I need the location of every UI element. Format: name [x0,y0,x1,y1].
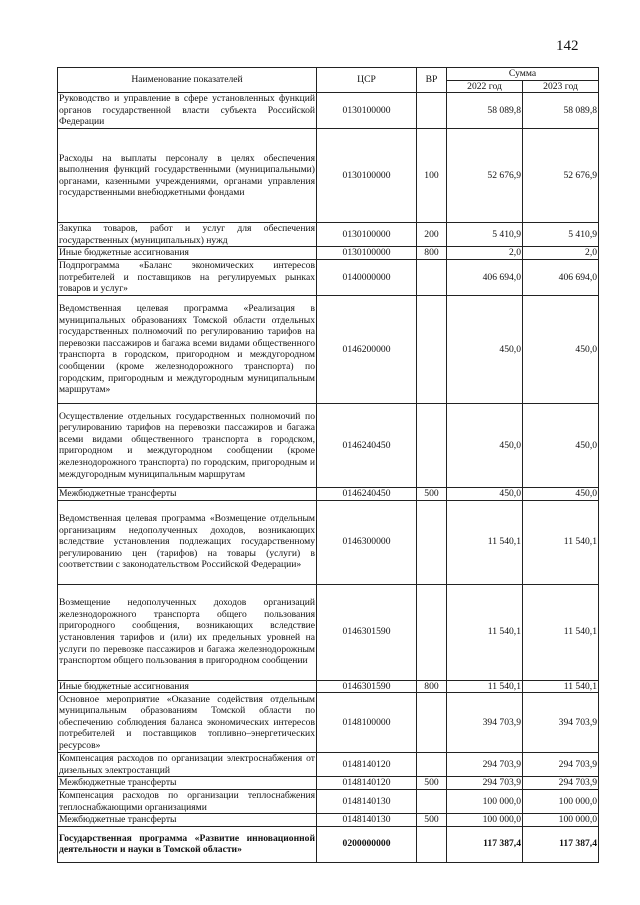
table-row [58,129,599,223]
row-csr: 0146301590 [317,680,417,693]
row-vr [417,826,447,862]
row-vr [417,693,447,753]
row-csr: 0146240450 [317,403,417,487]
row-2023: 394 703,9 [523,693,599,753]
header-sum: Сумма [447,68,599,81]
row-2022: 2,0 [447,247,523,260]
row-csr: 0130100000 [317,223,417,247]
header-2022: 2022 год [447,80,523,93]
row-vr: 500 [417,487,447,500]
row-name: Межбюджетные трансферты [58,814,317,827]
row-2022: 406 694,0 [447,259,523,295]
row-2023: 2,0 [523,247,599,260]
row-csr: 0148140120 [317,777,417,790]
table-row [58,826,599,862]
row-vr: 200 [417,223,447,247]
row-2022: 450,0 [447,403,523,487]
row-vr [417,753,447,777]
table-row [58,403,599,487]
row-2022: 5 410,9 [447,223,523,247]
row-2023: 294 703,9 [523,753,599,777]
row-name: Компенсация расходов по организации электроснабжения от дизельных электростанций [59,753,315,776]
table-body [58,93,599,863]
row-name: Осуществление отдельных государственных полномочий по регулированию тарифов на перевозки пассажиров и багажа всеми видами общественного транспорта в городском, пригородном и междугородном сообщении (кроме железнодорожного транспорта) по городским, пригородным и междугородным муниципальным маршрутам [58,403,317,487]
row-2022: 294 703,9 [447,753,523,777]
row-name: Ведомственная целевая программа «Возмещение отдельным организациям недополученных доходов, возникающих вследствие установления подлежащих государственному регулированию цен (тарифов) на товары (услуги) в соответствии с законодательством Российской Федерации» [58,500,317,584]
table-row [58,777,599,790]
row-2023: 11 540,1 [523,500,599,584]
row-2023: 294 703,9 [523,777,599,790]
row-vr [417,93,447,129]
row-csr: 0148140130 [317,814,417,827]
row-vr [417,403,447,487]
row-name: Иные бюджетные ассигнования [58,247,317,260]
row-csr: 0146301590 [317,584,417,680]
row-vr: 500 [417,777,447,790]
row-vr [417,584,447,680]
row-name: Иные бюджетные ассигнования [58,680,317,693]
table-row [58,259,599,295]
page-number: 142 [556,38,579,54]
header-csr: ЦСР [317,68,417,93]
row-2023: 450,0 [523,295,599,403]
row-2022: 100 000,0 [447,789,523,813]
row-csr: 0148100000 [317,693,417,753]
row-2023: 11 540,1 [523,584,599,680]
row-2023: 52 676,9 [523,129,599,223]
row-name: Межбюджетные трансферты [58,487,317,500]
row-2023: 100 000,0 [523,814,599,827]
table-row [58,584,599,680]
row-2022: 58 089,8 [447,93,523,129]
row-name: Ведомственная целевая программа «Реализация в муниципальных образованиях Томской области отдельных государственных полномочий по регулированию тарифов на перевозки пассажиров и багажа всеми видами общественного транспорта в городском, пригородном и междугородном сообщении (кроме железнодорожного транспорта) по городским, пригородным и междугородным муниципальным маршрутам» [58,295,317,403]
row-csr: 0130100000 [317,247,417,260]
row-name: Руководство и управление в сфере установленных функций органов государственной власти субъекта Российской Федерации [59,93,315,128]
table-row [58,93,599,129]
row-name: Подпрограмма «Баланс экономических интересов потребителей и поставщиков на регулируемых рынках товаров и услуг» [59,260,315,295]
table-row [58,500,599,584]
header-2023: 2023 год [523,80,599,93]
table-row [58,753,599,777]
row-name: Государственная программа «Развитие инновационной деятельности и науки в Томской области» [58,826,317,862]
budget-table [57,67,599,863]
header-vr: ВР [417,68,447,93]
table-row [58,814,599,827]
table-row [58,693,599,753]
row-2023: 100 000,0 [523,789,599,813]
row-name: Межбюджетные трансферты [58,777,317,790]
row-2023: 5 410,9 [523,223,599,247]
row-vr: 500 [417,814,447,827]
row-csr: 0148140120 [317,753,417,777]
row-vr: 800 [417,680,447,693]
row-2022: 394 703,9 [447,693,523,753]
row-csr: 0140000000 [317,259,417,295]
row-csr: 0130100000 [317,93,417,129]
row-2023: 117 387,4 [523,826,599,862]
row-vr: 800 [417,247,447,260]
row-vr [417,789,447,813]
row-name: Основное мероприятие «Оказание содействия отдельным муниципальным образованиям Томской области по обеспечению соблюдения баланса экономических интересов потребителей и поставщиков топливно–энергетических ресурсов» [59,693,315,752]
row-2023: 11 540,1 [523,680,599,693]
row-name: Расходы на выплаты персоналу в целях обеспечения выполнения функций государственными (муниципальными) органами, казенными учреждениями, органами управления государственными внебюджетными фондами [58,129,317,223]
row-name: Возмещение недополученных доходов организаций железнодорожного транспорта общего пользования пригородного сообщения, возникающих вследствие установления тарифов и (или) их предельных уровней на услуги по перевозке пассажиров и багажа железнодорожным транспортом общего пользования в пригородном сообщении [58,584,317,680]
row-2022: 294 703,9 [447,777,523,790]
row-vr [417,295,447,403]
table-row [58,295,599,403]
row-2022: 117 387,4 [447,826,523,862]
row-name: Компенсация расходов по организации теплоснабжения теплоснабжающими организациями [59,789,315,813]
row-2023: 406 694,0 [523,259,599,295]
row-csr: 0146240450 [317,487,417,500]
row-2022: 11 540,1 [447,500,523,584]
row-vr [417,500,447,584]
table-row [58,223,599,247]
row-vr: 100 [417,129,447,223]
row-2022: 11 540,1 [447,584,523,680]
row-2022: 450,0 [447,295,523,403]
row-2023: 58 089,8 [523,93,599,129]
row-2022: 100 000,0 [447,814,523,827]
row-2023: 450,0 [523,403,599,487]
table-row [58,789,599,813]
row-csr: 0148140130 [317,789,417,813]
table-row [58,487,599,500]
header-name: Наименование показателей [58,68,317,93]
row-vr [417,259,447,295]
row-csr: 0146200000 [317,295,417,403]
row-2022: 450,0 [447,487,523,500]
row-name: Закупка товаров, работ и услуг для обеспечения государственных (муниципальных) нужд [59,223,315,246]
row-csr: 0146300000 [317,500,417,584]
row-2022: 11 540,1 [447,680,523,693]
row-csr: 0200000000 [317,826,417,862]
row-csr: 0130100000 [317,129,417,223]
row-2022: 52 676,9 [447,129,523,223]
table-row [58,680,599,693]
table-row [58,247,599,260]
row-2023: 450,0 [523,487,599,500]
